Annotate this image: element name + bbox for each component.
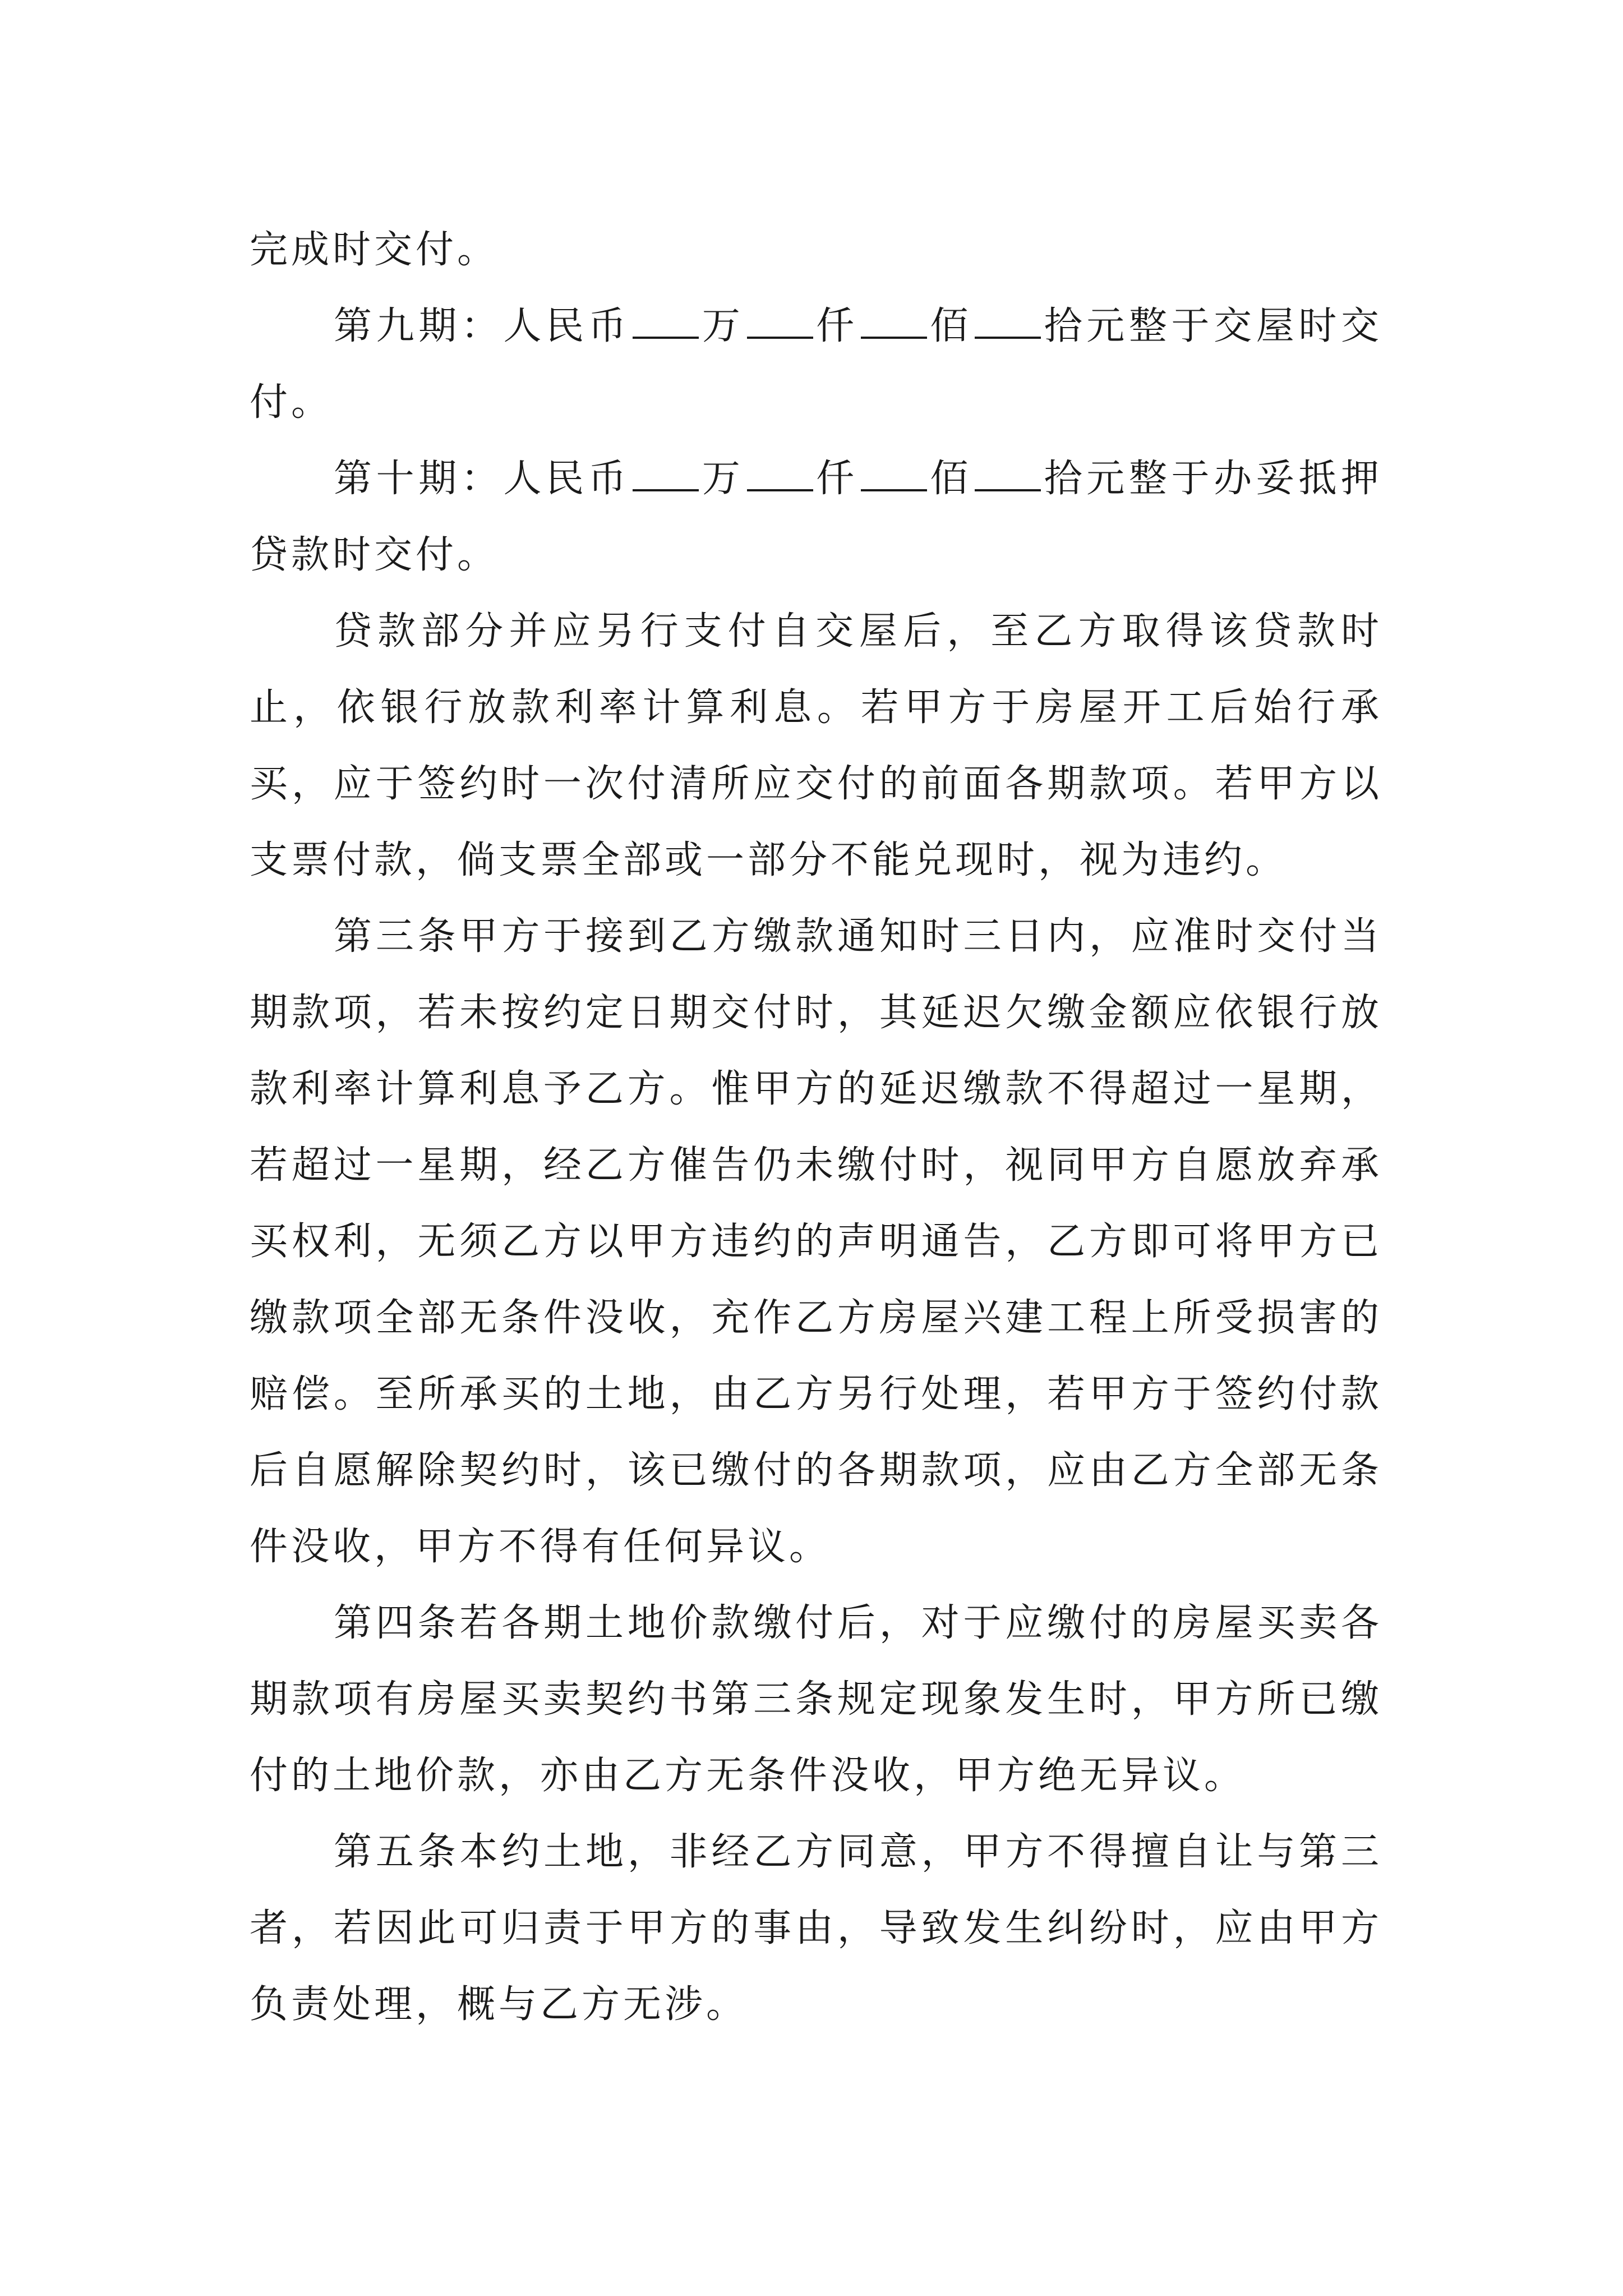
installment-nine-suffix: 拾元整于交屋时交付。: [250, 304, 1382, 425]
blank-field: [747, 305, 813, 339]
blank-field: [975, 458, 1041, 491]
unit-bai: 佰: [929, 457, 973, 501]
blank-field: [747, 458, 813, 491]
document-body: [250, 212, 1382, 2043]
unit-qian: 仟: [815, 304, 859, 348]
installment-ten-prefix: 第十期：人民币: [334, 457, 631, 501]
installment-nine-prefix: 第九期：人民币: [334, 304, 631, 348]
paragraph-installment-ten: [250, 441, 1382, 593]
blank-field: [861, 305, 927, 339]
blank-field: [633, 305, 699, 339]
installment-ten-suffix: 拾元整于办妥抵押贷款时交付。: [250, 457, 1382, 577]
blank-field: [633, 458, 699, 491]
blank-field: [975, 305, 1041, 339]
blank-field: [861, 458, 927, 491]
paragraph-article-three: 第三条甲方于接到乙方缴款通知时三日内，应准时交付当期款项，若未按约定日期交付时，其延迟欠缴金额应依银行放款利率计算利息予乙方。惟甲方的延迟缴款不得超过一星期，若超过一星期，经乙方催告仍未缴付时，视同甲方自愿放弃承买权利，无须乙方以甲方违约的声明通告，乙方即可将甲方已缴款项全部无条件没收，充作乙方房屋兴建工程上所受损害的赔偿。至所承买的土地，由乙方另行处理，若甲方于签约付款后自愿解除契约时，该已缴付的各期款项，应由乙方全部无条件没收，甲方不得有任何异议。: [250, 914, 1382, 1569]
paragraph-article-five: 第五条本约土地，非经乙方同意，甲方不得擅自让与第三者，若因此可归责于甲方的事由，导致发生纠纷时，应由甲方负责处理，概与乙方无涉。: [250, 1830, 1382, 2027]
paragraph-article-four: 第四条若各期土地价款缴付后，对于应缴付的房屋买卖各期款项有房屋买卖契约书第三条规定现象发生时，甲方所已缴付的土地价款，亦由乙方无条件没收，甲方绝无异议。: [250, 1601, 1382, 1798]
paragraph-continuation: 完成时交付。: [250, 228, 499, 272]
unit-qian: 仟: [815, 457, 859, 501]
unit-bai: 佰: [929, 304, 973, 348]
paragraph-loan-interest: 贷款部分并应另行支付自交屋后，至乙方取得该贷款时止，依银行放款利率计算利息。若甲方于房屋开工后始行承买，应于签约时一次付清所应交付的前面各期款项。若甲方以支票付款，倘支票全部或一部分不能兑现时，视为违约。: [250, 609, 1382, 882]
unit-wan: 万: [701, 457, 745, 501]
unit-wan: 万: [701, 304, 745, 348]
paragraph-installment-nine: [250, 288, 1382, 441]
